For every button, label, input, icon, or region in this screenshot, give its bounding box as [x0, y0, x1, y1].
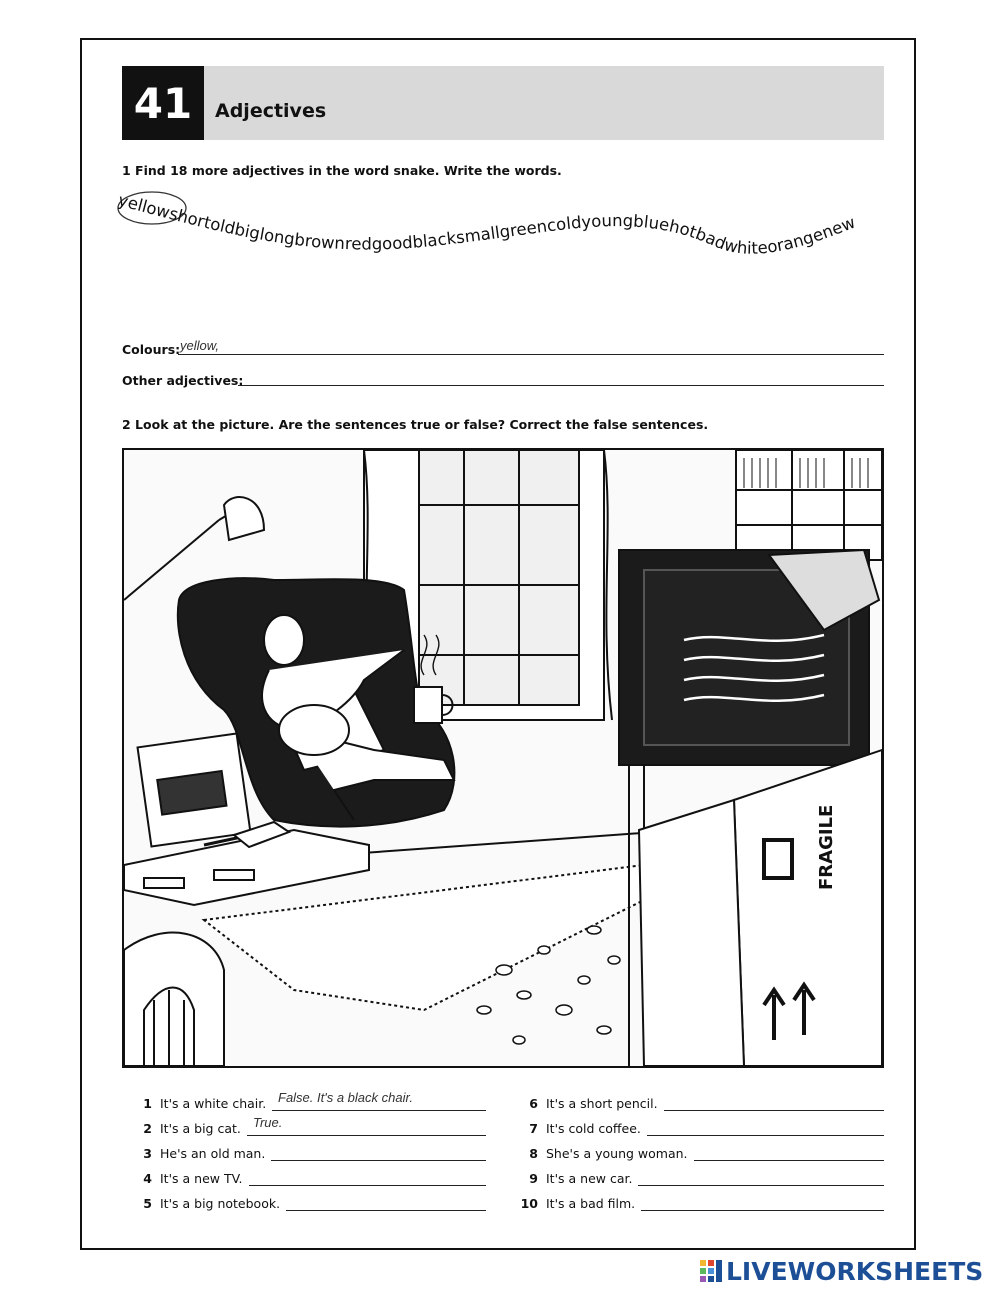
question-10	[518, 1196, 635, 1211]
liveworksheets-logo-icon	[700, 1260, 722, 1284]
question-7	[518, 1121, 641, 1136]
colours-label: Colours:	[122, 342, 181, 357]
answer-line-6[interactable]	[664, 1110, 884, 1111]
question-2	[132, 1121, 241, 1136]
illustration-drawing	[124, 450, 882, 1066]
colours-answer-line[interactable]	[178, 354, 884, 355]
question-text: It's a white chair.	[160, 1096, 267, 1111]
exercise1-instruction: 1 Find 18 more adjectives in the word snake. Write the words.	[122, 163, 562, 178]
question-4	[132, 1171, 243, 1186]
question-text: It's a new TV.	[160, 1171, 243, 1186]
answer-line-1[interactable]	[272, 1110, 486, 1111]
fragile-label: FRAGILE	[816, 804, 837, 890]
question-text: It's a short pencil.	[546, 1096, 658, 1111]
word-snake-text: yellowshortoldbiglongbrownredgoodblacksmallgreencoldyoungbluehotbadwhiteorangenew	[116, 190, 858, 258]
answer-line-7[interactable]	[647, 1135, 884, 1136]
question-number: 10	[520, 1196, 538, 1211]
question-number: 9	[529, 1171, 538, 1186]
question-text: It's a big notebook.	[160, 1196, 281, 1211]
answer-line-8[interactable]	[694, 1160, 884, 1161]
other-adjectives-answer-line[interactable]	[238, 385, 884, 386]
question-5	[132, 1196, 280, 1211]
bookshelf	[736, 450, 882, 560]
question-text: He's an old man.	[160, 1146, 266, 1161]
svg-text:yellowshortoldbiglongbrownredg	[116, 191, 858, 258]
exercise2-instruction: 2 Look at the picture. Are the sentences true or false? Correct the false sentences.	[122, 417, 709, 432]
question-1	[132, 1096, 266, 1111]
question-number: 6	[529, 1096, 538, 1111]
question-9	[518, 1171, 632, 1186]
living-room-illustration	[122, 448, 884, 1068]
answer-line-10[interactable]	[641, 1210, 884, 1211]
fragile-box	[639, 750, 882, 1066]
question-6	[518, 1096, 658, 1111]
answer-line-9[interactable]	[638, 1185, 884, 1186]
question-text: It's cold coffee.	[546, 1121, 641, 1136]
question-number: 5	[143, 1196, 152, 1211]
question-text: She's a young woman.	[546, 1146, 688, 1161]
question-text: It's a bad film.	[546, 1196, 636, 1211]
colours-answer: yellow,	[180, 338, 220, 353]
basket	[124, 933, 224, 1066]
unit-title: Adjectives	[215, 100, 327, 122]
cat	[279, 705, 349, 755]
question-3	[132, 1146, 265, 1161]
liveworksheets-logo[interactable]	[700, 1257, 983, 1286]
answer-line-3[interactable]	[271, 1160, 486, 1161]
question-8	[518, 1146, 688, 1161]
answer-2: True.	[253, 1115, 283, 1130]
question-number: 3	[143, 1146, 152, 1161]
question-text: It's a new car.	[546, 1171, 633, 1186]
brand-name: LIVEWORKSHEETS	[726, 1257, 984, 1286]
car-photo-frame	[138, 734, 251, 847]
question-number: 2	[143, 1121, 152, 1136]
question-text: It's a big cat.	[160, 1121, 241, 1136]
word-snake	[112, 190, 892, 270]
answer-line-5[interactable]	[286, 1210, 486, 1211]
question-number: 7	[529, 1121, 538, 1136]
answer-line-4[interactable]	[249, 1185, 486, 1186]
question-number: 4	[143, 1171, 152, 1186]
answer-line-2[interactable]	[247, 1135, 486, 1136]
question-number: 8	[529, 1146, 538, 1161]
other-adjectives-label: Other adjectives:	[122, 373, 244, 388]
unit-number: 41	[122, 66, 204, 140]
answer-1: False. It's a black chair.	[278, 1090, 413, 1105]
question-number: 1	[143, 1096, 152, 1111]
